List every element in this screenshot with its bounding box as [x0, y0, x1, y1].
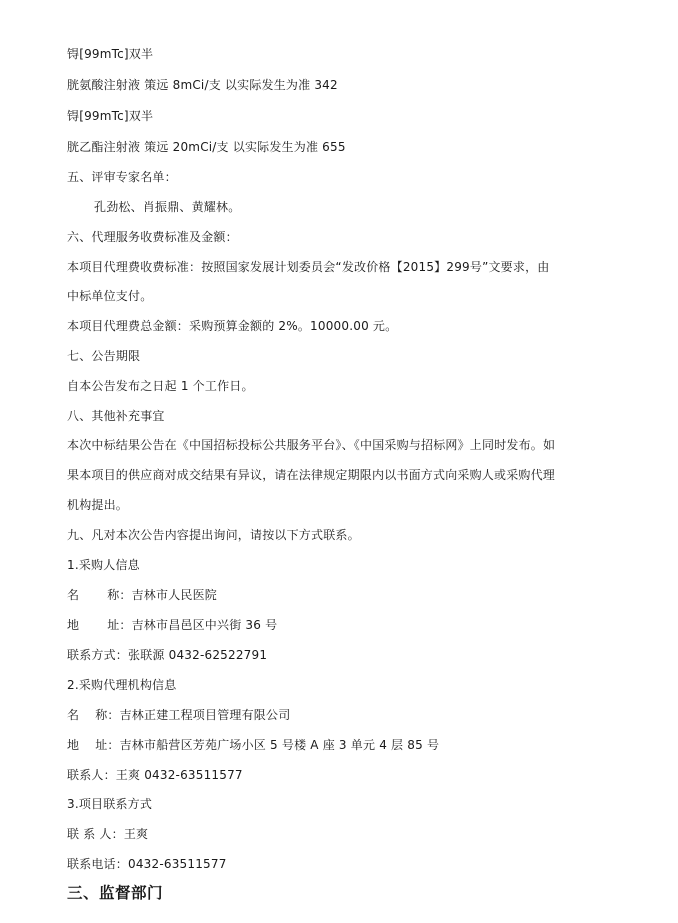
purchaser-name: 吉林市人民医院 [131, 588, 218, 602]
label: 址： [107, 618, 132, 632]
section-title-contact: 九、凡对本次公告内容提出询问，请按以下方式联系。 [67, 528, 360, 542]
text-line: 本项目代理费收费标准：按照国家发展计划委员会“发改价格【2015】299号”文要求，由 [67, 260, 550, 274]
purchaser-info-title: 1.采购人信息 [67, 558, 140, 572]
purchaser-contact-row: 联系方式：张联源 0432-62522791 [67, 648, 268, 662]
agency-address: 吉林市船营区芳苑广场小区 5 号楼 A 座 3 单元 4 层 85 号 [119, 738, 440, 752]
purchaser-address-row [67, 617, 277, 633]
project-contact-person: 王爽 [123, 827, 149, 841]
project-contact-person-row [67, 826, 148, 842]
label: 称： [107, 588, 132, 602]
purchaser-name-row [67, 587, 217, 603]
purchaser-address: 吉林市昌邑区中兴街 36 号 [131, 618, 278, 632]
text-line: 自本公告发布之日起 1 个工作日。 [67, 379, 254, 393]
label: 称： [95, 708, 120, 722]
label: 地 [67, 618, 80, 632]
project-contact-phone-row: 联系电话：0432-63511577 [67, 857, 227, 871]
text-line: 中标单位支付。 [67, 289, 153, 303]
section-title-period: 七、公告期限 [67, 349, 141, 363]
text-line: 本次中标结果公告在《中国招标投标公共服务平台》、《中国采购与招标网》上同时发布。如 [67, 438, 556, 452]
project-contact-title: 3.项目联系方式 [67, 797, 153, 811]
text-line: 锝[99mTc]双半 [67, 47, 154, 61]
label: 地 [67, 738, 80, 752]
text-line: 果本项目的供应商对成交结果有异议，请在法律规定期限内以书面方式向采购人或采购代理 [67, 468, 556, 482]
expert-names: 孔劲松、肖振鼎、黄耀林。 [94, 200, 241, 214]
text-line: 胱氨酸注射液 策远 8mCi/支 以实际发生为准 342 [67, 78, 338, 92]
agency-info-title: 2.采购代理机构信息 [67, 678, 177, 692]
text-line: 胱乙酯注射液 策远 20mCi/支 以实际发生为准 655 [67, 140, 346, 154]
label: 联 系 人： [67, 827, 124, 841]
label: 名 [67, 708, 80, 722]
agency-name-row [67, 707, 290, 723]
section-title-other: 八、其他补充事宜 [67, 409, 165, 423]
agency-name: 吉林正建工程项目管理有限公司 [119, 708, 291, 722]
text-line: 本项目代理费总金额：采购预算金额的 2%。10000.00 元。 [67, 319, 398, 333]
label: 址： [95, 738, 120, 752]
section-heading-supervision: 三、监督部门 [67, 884, 164, 902]
text-line: 锝[99mTc]双半 [67, 109, 154, 123]
section-title-fees: 六、代理服务收费标准及金额： [67, 230, 238, 244]
section-title-experts: 五、评审专家名单： [67, 170, 177, 184]
agency-address-row [67, 737, 439, 753]
label: 名 [67, 588, 80, 602]
text-line: 机构提出。 [67, 498, 129, 512]
agency-contact-row: 联系人：王爽 0432-63511577 [67, 768, 243, 782]
